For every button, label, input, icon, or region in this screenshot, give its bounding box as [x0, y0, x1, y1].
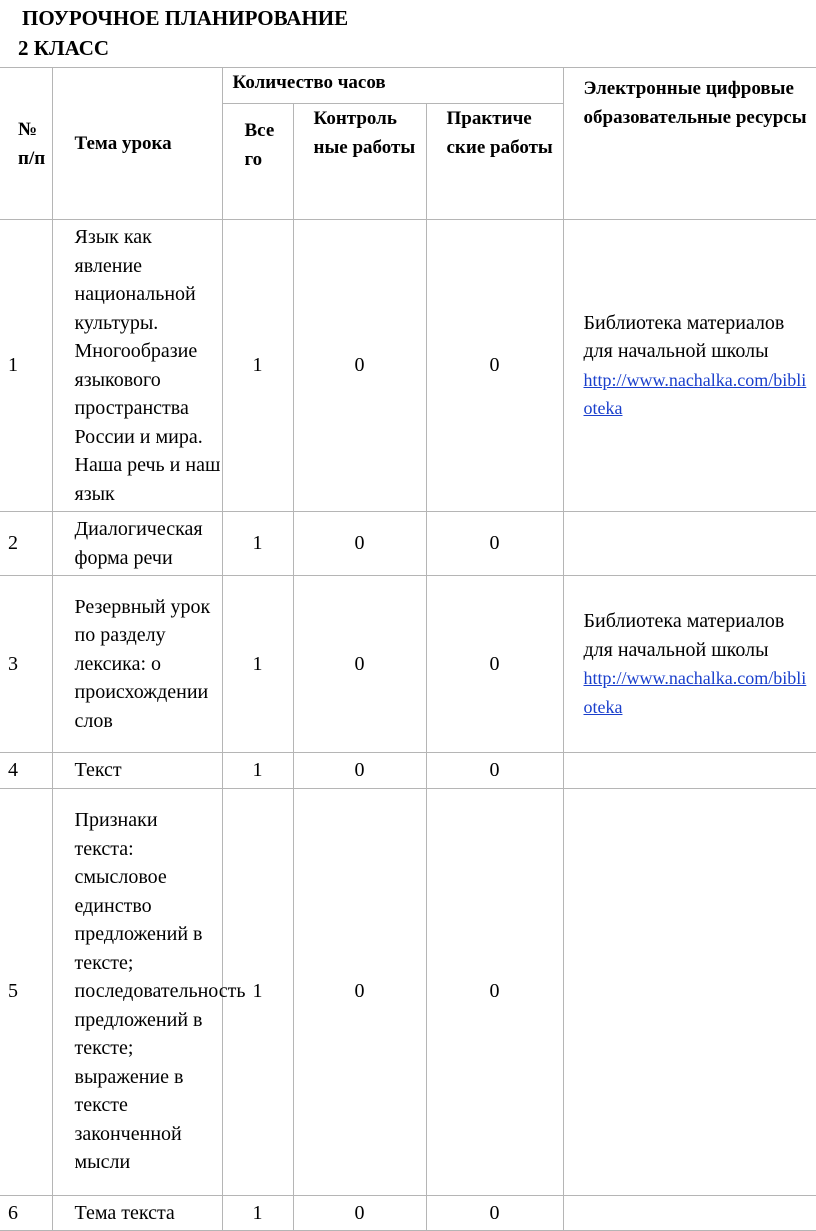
hours-control: 0 — [293, 512, 426, 576]
hours-total: 1 — [222, 1195, 293, 1231]
row-number: 2 — [0, 512, 52, 576]
hours-total: 1 — [222, 753, 293, 789]
resource-cell — [563, 220, 816, 512]
lesson-topic: Диалогическая форма речи — [52, 512, 222, 576]
hours-total: 1 — [222, 512, 293, 576]
resource-text: Библиотека материалов для начальной школы — [583, 610, 785, 661]
lesson-topic: Текст — [52, 753, 222, 789]
header-hours: Количество часов — [222, 68, 563, 104]
header-control: Контроль ные работы — [293, 104, 426, 220]
table-row — [0, 788, 816, 1195]
hours-total: 1 — [222, 788, 293, 1195]
table-row — [0, 512, 816, 576]
resource-cell — [563, 788, 816, 1195]
resource-link[interactable]: http://www.nachalka.com/biblioteka — [583, 369, 807, 418]
table-row — [0, 1195, 816, 1231]
header-practical: Практиче ские работы — [426, 104, 563, 220]
lesson-topic: Язык как явление национальной культуры. Многообразие языкового пространства России и мира. Наша речь и наш язык — [52, 220, 222, 512]
page-title: ПОУРОЧНОЕ ПЛАНИРОВАНИЕ — [22, 6, 349, 30]
hours-control: 0 — [293, 1195, 426, 1231]
header-num: № п/п — [0, 68, 52, 220]
resource-link[interactable]: http://www.nachalka.com/biblioteka — [583, 668, 807, 717]
lesson-topic: Тема текста — [52, 1195, 222, 1231]
row-number: 6 — [0, 1195, 52, 1231]
hours-practical: 0 — [426, 576, 563, 753]
hours-practical: 0 — [426, 220, 563, 512]
hours-control: 0 — [293, 220, 426, 512]
row-number: 3 — [0, 576, 52, 753]
row-number: 1 — [0, 220, 52, 512]
class-label: 2 КЛАСС — [18, 36, 110, 60]
hours-total: 1 — [222, 220, 293, 512]
resource-cell — [563, 512, 816, 576]
hours-practical: 0 — [426, 788, 563, 1195]
lesson-plan-table — [0, 67, 816, 1231]
header-resources: Электронные цифровые образовательные ресурсы — [563, 68, 816, 220]
table-row — [0, 220, 816, 512]
row-number: 5 — [0, 788, 52, 1195]
hours-practical: 0 — [426, 753, 563, 789]
hours-control: 0 — [293, 753, 426, 789]
hours-control: 0 — [293, 788, 426, 1195]
row-number: 4 — [0, 753, 52, 789]
resource-cell — [563, 576, 816, 753]
resource-text: Библиотека материалов для начальной школы — [583, 311, 785, 362]
header-topic: Тема урока — [52, 68, 222, 220]
hours-practical: 0 — [426, 1195, 563, 1231]
table-row — [0, 576, 816, 753]
hours-control: 0 — [293, 576, 426, 753]
table-row — [0, 753, 816, 789]
lesson-topic: Резервный урок по разделу лексика: о происхождении слов — [52, 576, 222, 753]
hours-total: 1 — [222, 576, 293, 753]
resource-cell — [563, 753, 816, 789]
hours-practical: 0 — [426, 512, 563, 576]
resource-cell — [563, 1195, 816, 1231]
lesson-topic: Признаки текста: смысловое единство предложений в тексте; последовательность предложений в тексте; выражение в тексте законченной мысли — [52, 788, 222, 1195]
header-total: Все го — [222, 104, 293, 220]
